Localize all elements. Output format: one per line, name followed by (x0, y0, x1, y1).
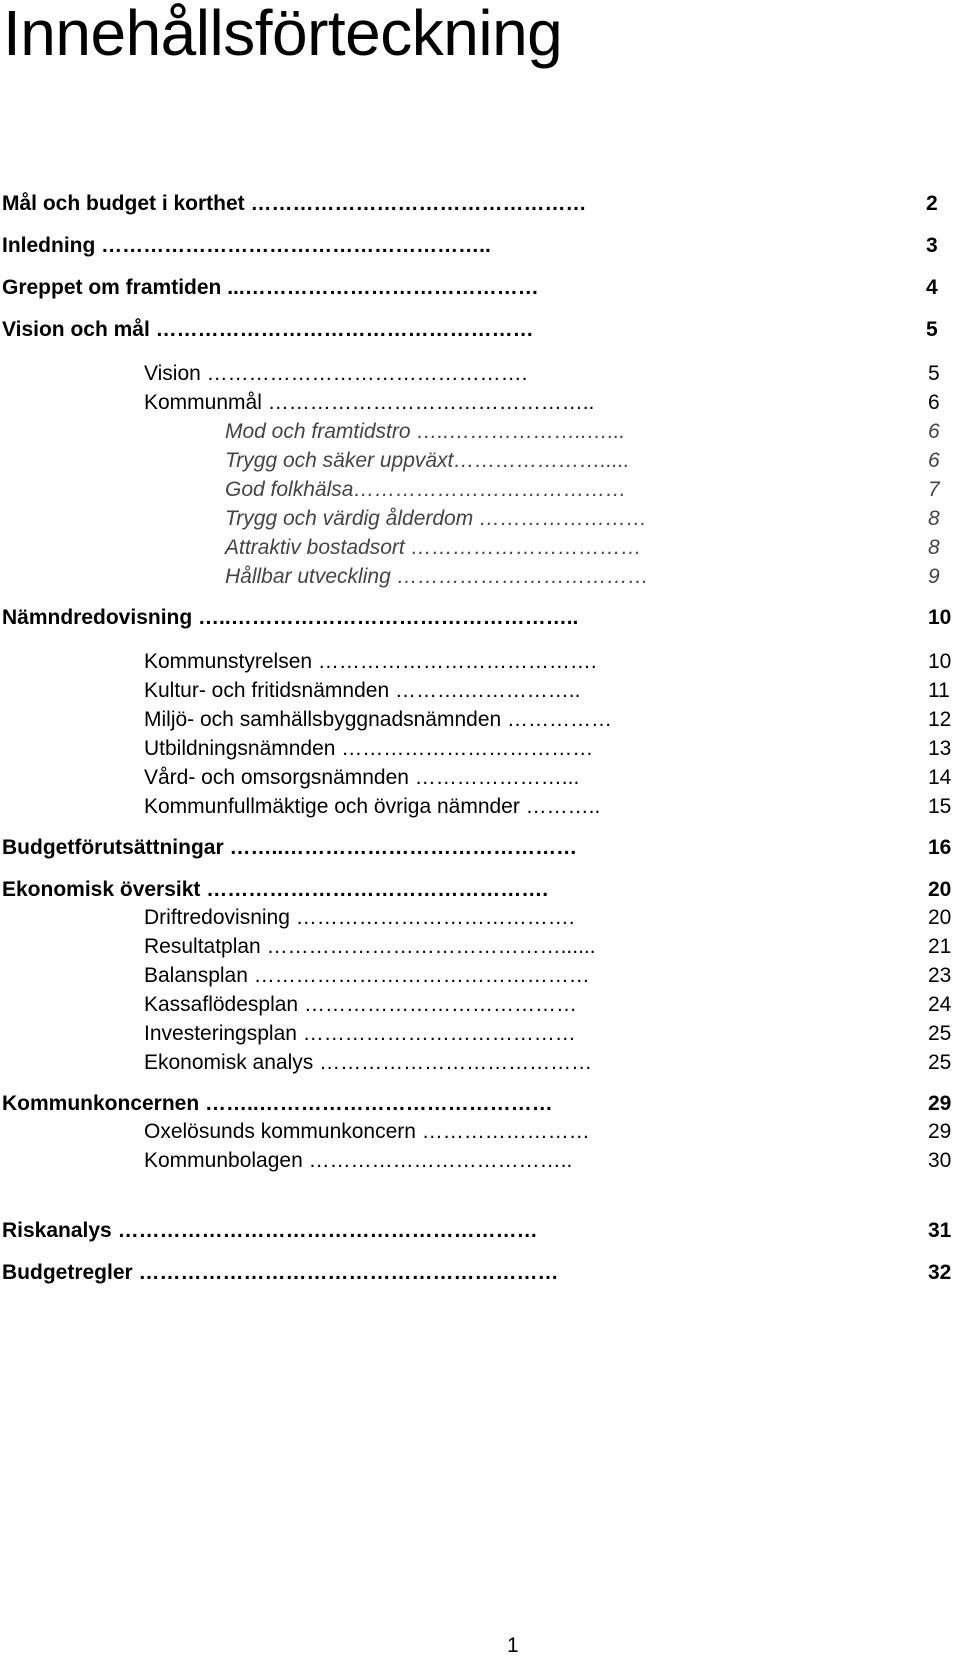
toc-entry-god-folkhalsa[interactable] (225, 478, 942, 508)
toc-entry-page: 15 (928, 795, 952, 818)
toc-entry-label: Balansplan ………………………………………… (144, 964, 590, 987)
page-title: Innehållsförteckning (3, 0, 563, 69)
toc-entry-page: 14 (928, 766, 952, 789)
toc-entry-page: 20 (928, 878, 952, 901)
toc-entry-attraktiv-bostadsort[interactable] (225, 536, 942, 566)
toc-entry-hallbar-utveckling[interactable] (225, 565, 942, 595)
toc-entry-ekonomisk-oversikt[interactable] (2, 878, 952, 908)
toc-entry-label: Riskanalys …………………………………………………… (2, 1219, 538, 1242)
toc-entry-page: 6 (928, 449, 940, 472)
page-number: 1 (507, 1634, 519, 1657)
toc-entry-utbildningsnamnden[interactable] (144, 737, 952, 767)
toc-entry-page: 31 (928, 1219, 952, 1242)
toc-entry-namndredovisning[interactable] (2, 606, 952, 636)
toc-entry-page: 9 (928, 565, 940, 588)
toc-entry-page: 5 (926, 318, 938, 341)
toc-entry-kommunkoncernen[interactable] (2, 1092, 952, 1122)
toc-entry-page: 3 (926, 234, 938, 257)
toc-entry-page: 21 (928, 935, 952, 958)
toc-entry-vard-och-omsorgsnamnden[interactable] (144, 766, 952, 796)
toc-entry-page: 24 (928, 993, 952, 1016)
toc-entry-page: 29 (928, 1092, 952, 1115)
toc-entry-label: Driftredovisning …………………………………. (144, 906, 575, 929)
toc-entry-miljo-och-samhallsbyggnadsnamnden[interactable] (144, 708, 952, 738)
toc-entry-label: Vision och mål ……………………………………………… (2, 318, 534, 341)
toc-entry-balansplan[interactable] (144, 964, 952, 994)
toc-entry-ekonomisk-analys[interactable] (144, 1051, 952, 1081)
toc-entry-label: Greppet om framtiden ...…………………………………… (2, 276, 539, 299)
toc-entry-page: 4 (926, 276, 938, 299)
toc-entry-driftredovisning[interactable] (144, 906, 952, 936)
toc-entry-label: Miljö- och samhällsbyggnadsnämnden …………… (144, 708, 613, 731)
toc-entry-investeringsplan[interactable] (144, 1022, 952, 1052)
toc-entry-label: Utbildningsnämnden ……………………………… (144, 737, 594, 760)
toc-entry-page: 5 (928, 362, 940, 385)
toc-entry-page: 16 (928, 836, 952, 859)
toc-entry-page: 20 (928, 906, 952, 929)
toc-entry-label: Trygg och säker uppväxt…………………..... (225, 449, 630, 472)
toc-entry-riskanalys[interactable] (2, 1219, 952, 1249)
toc-entry-label: Budgetförutsättningar ……..…………………………………… (2, 836, 578, 859)
toc-entry-kommunbolagen[interactable] (144, 1149, 952, 1179)
toc-entry-kommunmal[interactable] (144, 391, 942, 421)
toc-entry-label: Oxelösunds kommunkoncern …………………… (144, 1120, 590, 1143)
toc-entry-label: God folkhälsa………………………………… (225, 478, 627, 501)
toc-entry-label: Kommunfullmäktige och övriga nämnder ……….. (144, 795, 601, 818)
toc-entry-label: Nämndredovisning …..………………………………………….. (2, 606, 579, 629)
toc-entry-kassaflodesplan[interactable] (144, 993, 952, 1023)
toc-entry-label: Budgetregler …………………………………………………… (2, 1261, 559, 1284)
toc-entry-label: Resultatplan ……………………………………...... (144, 935, 596, 958)
toc-entry-oxelosunds-kommunkoncern[interactable] (144, 1120, 952, 1150)
toc-entry-page: 10 (928, 606, 952, 629)
toc-entry-label: Vård- och omsorgsnämnden …………………... (144, 766, 580, 789)
toc-entry-budgetregler[interactable] (2, 1261, 952, 1291)
toc-entry-label: Trygg och värdig ålderdom …………………… (225, 507, 648, 530)
toc-entry-page: 11 (928, 679, 950, 702)
toc-entry-vision-och-mal[interactable] (2, 318, 942, 348)
toc-entry-page: 12 (928, 708, 952, 731)
toc-entry-budgetforutsattningar[interactable] (2, 836, 952, 866)
toc-entry-kommunfullmaktige[interactable] (144, 795, 952, 825)
toc-entry-trygg-och-vardig-alderdom[interactable] (225, 507, 942, 537)
toc-entry-page: 7 (928, 478, 940, 501)
toc-entry-label: Ekonomisk analys ………………………………… (144, 1051, 593, 1074)
toc-entry-label: Kommunstyrelsen …………………………………. (144, 650, 597, 673)
toc-entry-page: 32 (928, 1261, 952, 1284)
toc-entry-label: Kommunbolagen ……………………………….. (144, 1149, 573, 1172)
toc-entry-label: Mål och budget i korthet ………………………………………… (2, 192, 587, 215)
toc-entry-page: 6 (928, 391, 940, 414)
toc-entry-label: Hållbar utveckling ……………………………… (225, 565, 649, 588)
toc-entry-label: Kommunkoncernen ……..…………………………………… (2, 1092, 553, 1115)
toc-entry-page: 8 (928, 507, 940, 530)
toc-entry-page: 25 (928, 1022, 952, 1045)
toc-entry-label: Kultur- och fritidsnämnden ……….…………….. (144, 679, 581, 702)
toc-entry-page: 8 (928, 536, 940, 559)
toc-entry-page: 13 (928, 737, 952, 760)
toc-entry-label: Vision ………………………………………. (144, 362, 528, 385)
toc-entry-label: Ekonomisk översikt …………………………………………. (2, 878, 549, 901)
toc-entry-inledning[interactable] (2, 234, 942, 264)
toc-entry-page: 25 (928, 1051, 952, 1074)
toc-entry-kultur-och-fritidsnamnden[interactable] (144, 679, 950, 709)
toc-entry-mal-och-budget[interactable] (2, 192, 942, 222)
toc-entry-label: Attraktiv bostadsort …………………………… (225, 536, 642, 559)
toc-entry-label: Investeringsplan ………………………………… (144, 1022, 576, 1045)
toc-entry-page: 29 (928, 1120, 952, 1143)
toc-entry-greppet[interactable] (2, 276, 942, 306)
toc-entry-page: 23 (928, 964, 952, 987)
toc-entry-page: 10 (928, 650, 952, 673)
toc-entry-resultatplan[interactable] (144, 935, 952, 965)
toc-entry-trygg-och-saker-uppvaxt[interactable] (225, 449, 942, 479)
toc-entry-label: Mod och framtidstro …..………………..…... (225, 420, 626, 443)
toc-entry-label: Kommunmål ……………………………………….. (144, 391, 595, 414)
toc-entry-label: Inledning ……………………………………………….. (2, 234, 491, 257)
toc-entry-page: 30 (928, 1149, 952, 1172)
toc-entry-vision[interactable] (144, 362, 942, 392)
toc-entry-page: 2 (926, 192, 938, 215)
toc-entry-page: 6 (928, 420, 940, 443)
toc-entry-mod-och-framtidstro[interactable] (225, 420, 942, 450)
toc-entry-label: Kassaflödesplan ………………………………… (144, 993, 577, 1016)
toc-entry-kommunstyrelsen[interactable] (144, 650, 952, 680)
